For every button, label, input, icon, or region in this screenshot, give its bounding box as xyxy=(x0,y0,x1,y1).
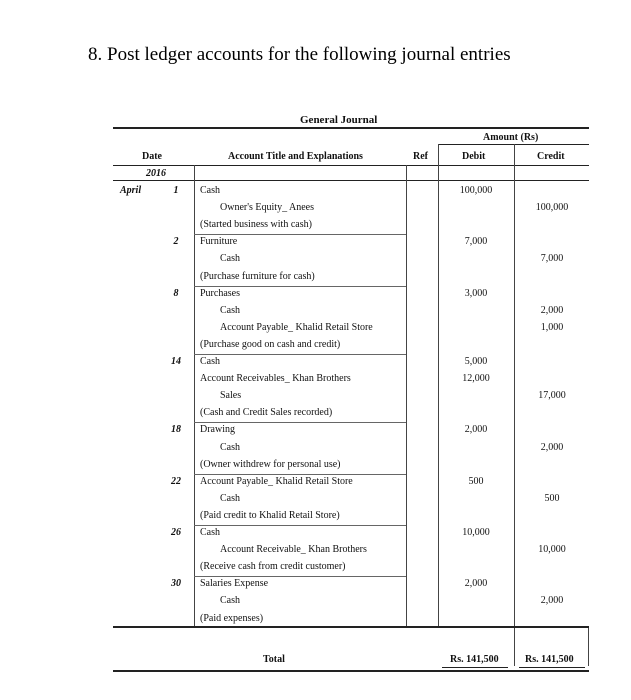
debit-header: Debit xyxy=(462,151,486,162)
entry-day: 2 xyxy=(173,236,179,248)
credit-header: Credit xyxy=(537,151,565,162)
total-debit: Rs. 141,500 xyxy=(450,654,499,665)
credit-amount: 2,000 xyxy=(540,304,564,316)
total-underline-credit xyxy=(519,667,585,668)
debit-amount: 2,000 xyxy=(464,578,488,590)
account-line: Account Payable_ Khalid Retail Store xyxy=(200,475,353,487)
account-line: Cash xyxy=(220,253,240,265)
entry-day: 1 xyxy=(173,185,179,196)
amount-header: Amount (Rs) xyxy=(483,132,539,143)
total-credit: Rs. 141,500 xyxy=(525,654,574,665)
total-top-rule xyxy=(113,626,589,628)
entry-day: 30 xyxy=(171,578,181,590)
account-line: Sales xyxy=(220,390,242,402)
account-line: Account Payable_ Khalid Retail Store xyxy=(220,321,373,333)
credit-amount: 2,000 xyxy=(540,595,564,607)
account-header: Account Title and Explanations xyxy=(228,151,363,162)
account-line: (Started business with cash) xyxy=(200,219,312,231)
debit-left-rule xyxy=(438,144,439,627)
total-label: Total xyxy=(263,654,285,665)
ref-left-rule xyxy=(406,165,407,627)
account-line: Account Receivables_ Khan Brothers xyxy=(200,373,351,385)
total-right-rule xyxy=(588,627,589,666)
account-line: Furniture xyxy=(200,236,238,248)
debit-amount: 7,000 xyxy=(464,236,488,248)
account-line: (Purchase furniture for cash) xyxy=(200,270,315,282)
entry-day: 22 xyxy=(171,475,181,487)
entry-separator xyxy=(194,422,406,423)
account-line: Cash xyxy=(200,185,220,196)
account-line: (Purchase good on cash and credit) xyxy=(200,338,341,350)
account-line: (Paid expenses) xyxy=(200,612,264,624)
bottom-rule xyxy=(113,670,589,672)
account-line: Cash xyxy=(200,356,220,367)
account-line: Cash xyxy=(220,595,240,607)
account-line: Owner's Equity_ Anees xyxy=(220,202,315,214)
entry-separator xyxy=(194,525,406,526)
year-rule xyxy=(113,180,589,181)
credit-amount: 7,000 xyxy=(540,253,564,265)
entry-day: 14 xyxy=(171,356,181,367)
debit-amount: 3,000 xyxy=(464,287,488,299)
debit-amount: 12,000 xyxy=(462,373,490,385)
credit-amount: 2,000 xyxy=(540,441,564,453)
credit-amount: 17,000 xyxy=(538,390,566,402)
credit-amount: 500 xyxy=(544,492,560,504)
account-line: Salaries Expense xyxy=(200,578,269,590)
account-line: (Receive cash from credit customer) xyxy=(200,561,346,573)
entry-day: 26 xyxy=(171,527,181,538)
total-underline-debit xyxy=(442,667,508,668)
credit-left-rule xyxy=(514,144,515,666)
account-line: (Cash and Credit Sales recorded) xyxy=(200,407,333,419)
credit-amount: 1,000 xyxy=(540,321,564,333)
debit-amount: 500 xyxy=(468,475,484,487)
journal-title: General Journal xyxy=(300,114,378,126)
debit-amount: 5,000 xyxy=(464,356,488,367)
account-line: (Paid credit to Khalid Retail Store) xyxy=(200,509,340,521)
entry-separator xyxy=(194,576,406,577)
top-rule xyxy=(113,127,589,129)
account-line: Cash xyxy=(220,441,240,453)
entry-day: 18 xyxy=(171,424,181,436)
debit-amount: 10,000 xyxy=(462,527,490,538)
credit-amount: 100,000 xyxy=(535,202,569,214)
account-line: Account Receivable_ Khan Brothers xyxy=(220,544,367,556)
debit-amount: 100,000 xyxy=(459,185,493,196)
credit-amount: 10,000 xyxy=(538,544,566,556)
date-header: Date xyxy=(142,151,162,162)
month-label: April xyxy=(120,185,142,196)
entry-separator xyxy=(194,234,406,235)
account-line: Cash xyxy=(220,304,240,316)
ref-header: Ref xyxy=(413,151,428,162)
entry-separator xyxy=(194,354,406,355)
account-line: (Owner withdrew for personal use) xyxy=(200,458,341,470)
debit-amount: 2,000 xyxy=(464,424,488,436)
year-label: 2016 xyxy=(146,168,166,179)
header-bottom-rule xyxy=(113,165,589,166)
account-line: Cash xyxy=(220,492,240,504)
entry-day: 8 xyxy=(173,287,179,299)
question-heading: 8. Post ledger accounts for the following journal entries xyxy=(88,44,511,65)
account-line: Purchases xyxy=(200,287,240,299)
account-line: Drawing xyxy=(200,424,235,436)
account-line: Cash xyxy=(200,527,220,538)
